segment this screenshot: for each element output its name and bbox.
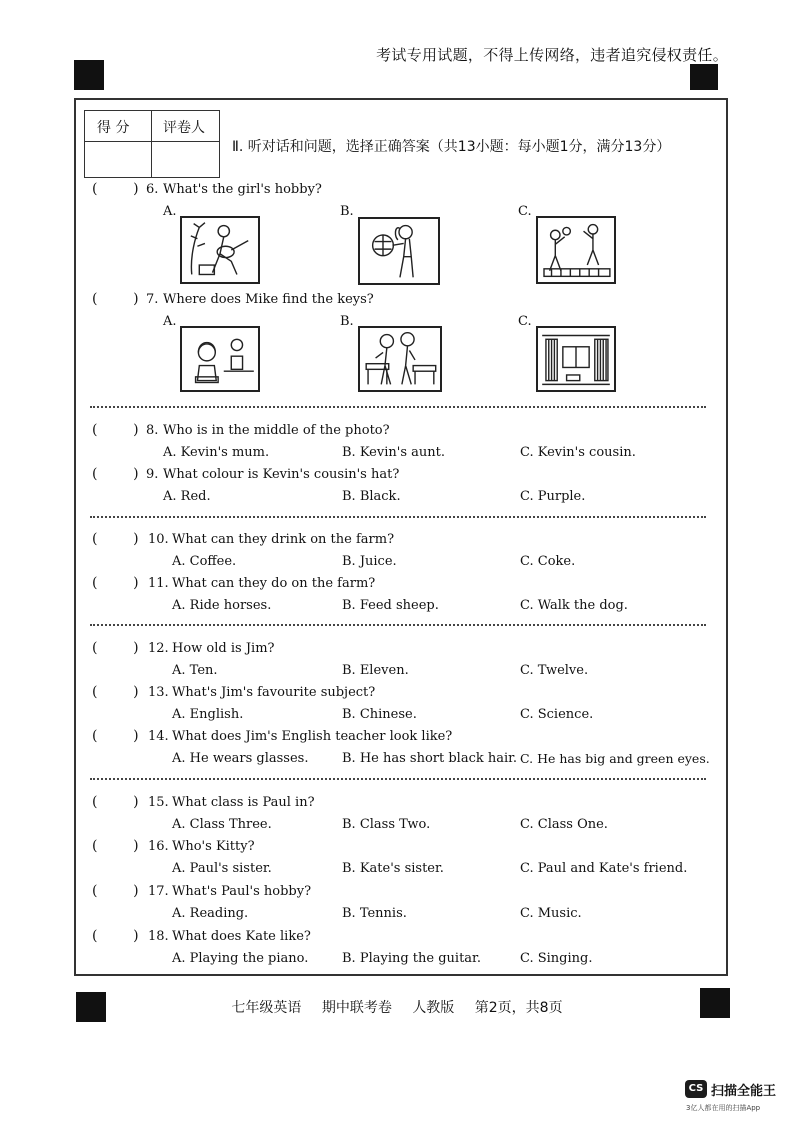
option-a[interactable]: A. He wears glasses. <box>172 751 309 766</box>
answer-blank[interactable]: ( ) <box>92 838 139 854</box>
option-c[interactable]: C. Science. <box>520 707 594 722</box>
option-b[interactable]: B. Playing the guitar. <box>342 951 481 966</box>
divider <box>90 406 706 408</box>
question-text: What can they drink on the farm? <box>172 532 395 547</box>
option-b[interactable]: B. Kate's sister. <box>342 861 444 876</box>
option-c[interactable]: C. Paul and Kate's friend. <box>520 861 688 876</box>
option-c[interactable]: C. Singing. <box>520 951 593 966</box>
option-a[interactable]: A. English. <box>172 707 244 722</box>
question-text: Who's Kitty? <box>172 839 255 854</box>
option-b[interactable]: B. Tennis. <box>342 906 407 921</box>
question-number: 11. <box>148 576 169 591</box>
answer-blank[interactable]: ( ) <box>92 640 139 656</box>
question-number: 18. <box>148 929 169 944</box>
answer-blank[interactable]: ( ) <box>92 181 139 197</box>
copyright-notice: 考试专用试题，不得上传网络，违者追究侵权责任。 <box>376 46 728 64</box>
option-c[interactable]: C. Twelve. <box>520 663 589 678</box>
question-number: 17. <box>148 884 169 899</box>
option-b[interactable]: B. He has short black hair. <box>342 751 518 766</box>
section-title: Ⅱ. 听对话和问题，选择正确答案（共13小题：每小题1分，满分13分） <box>232 139 671 155</box>
option-a[interactable]: A. Playing the piano. <box>172 951 309 966</box>
registration-mark-top-left <box>74 60 104 90</box>
option-b[interactable]: B. Feed sheep. <box>342 598 439 613</box>
option-a[interactable]: A. Paul's sister. <box>172 861 272 876</box>
girl-with-ball-icon[interactable] <box>358 217 440 285</box>
page-footer <box>0 997 794 1017</box>
footer-exam: 期中联考卷 <box>321 1000 392 1016</box>
answer-blank[interactable]: ( ) <box>92 575 139 591</box>
answer-blank[interactable]: ( ) <box>92 794 139 810</box>
option-a[interactable]: A. Ride horses. <box>172 598 272 613</box>
option-a[interactable]: A. Coffee. <box>172 554 237 569</box>
option-a[interactable]: A. Class Three. <box>172 817 272 832</box>
option-b[interactable]: B. Kevin's aunt. <box>342 445 445 460</box>
option-a[interactable]: A. Red. <box>163 489 211 504</box>
question-number: 12. <box>148 641 169 656</box>
question-number: 15. <box>148 795 169 810</box>
option-b[interactable]: B. Eleven. <box>342 663 409 678</box>
question-number: 8. <box>146 423 159 438</box>
divider <box>90 624 706 626</box>
answer-blank[interactable]: ( ) <box>92 466 139 482</box>
option-b[interactable]: B. Juice. <box>342 554 397 569</box>
answer-blank[interactable]: ( ) <box>92 883 139 899</box>
option-c[interactable]: C. Kevin's cousin. <box>520 445 636 460</box>
answer-blank[interactable]: ( ) <box>92 684 139 700</box>
option-label: A. <box>163 314 177 329</box>
two-students-at-desk-icon[interactable] <box>358 326 442 392</box>
question-number: 6. <box>146 182 159 197</box>
question-text: What's the girl's hobby? <box>163 182 322 197</box>
footer-edition: 人教版 <box>412 1000 455 1016</box>
divider <box>90 778 706 780</box>
option-b[interactable]: B. Chinese. <box>342 707 417 722</box>
question-text: What's Paul's hobby? <box>172 884 312 899</box>
option-b[interactable]: B. Black. <box>342 489 401 504</box>
footer-subject: 七年级英语 <box>231 1000 302 1016</box>
question-text: What class is Paul in? <box>172 795 315 810</box>
score-box <box>84 110 220 178</box>
people-playing-badminton-icon[interactable] <box>536 216 616 284</box>
option-a[interactable]: A. Kevin's mum. <box>163 445 270 460</box>
answer-blank[interactable]: ( ) <box>92 928 139 944</box>
option-label: C. <box>518 204 532 219</box>
classroom-desk-icon[interactable] <box>180 326 260 392</box>
option-c[interactable]: C. Walk the dog. <box>520 598 628 613</box>
answer-blank[interactable]: ( ) <box>92 728 139 744</box>
grader-label: 评卷人 <box>163 120 205 136</box>
question-number: 13. <box>148 685 169 700</box>
question-text: What can they do on the farm? <box>172 576 376 591</box>
option-c[interactable]: C. Coke. <box>520 554 576 569</box>
footer-page: 第2页，共8页 <box>474 1000 563 1016</box>
divider <box>90 516 706 518</box>
question-number: 16. <box>148 839 169 854</box>
answer-blank[interactable]: ( ) <box>92 291 139 307</box>
question-text: What does Kate like? <box>172 929 311 944</box>
question-text: What does Jim's English teacher look like? <box>172 729 453 744</box>
option-label: B. <box>340 314 354 329</box>
option-label: A. <box>163 204 177 219</box>
score-label: 得 分 <box>97 120 130 136</box>
question-text: Where does Mike find the keys? <box>163 292 374 307</box>
question-number: 10. <box>148 532 169 547</box>
scanner-tagline: 3亿人都在用的扫描App <box>686 1104 761 1112</box>
option-a[interactable]: A. Reading. <box>172 906 249 921</box>
question-number: 7. <box>146 292 159 307</box>
scanner-logo-icon: CS <box>685 1080 707 1098</box>
question-number: 9. <box>146 467 159 482</box>
question-number: 14. <box>148 729 169 744</box>
option-a[interactable]: A. Ten. <box>172 663 218 678</box>
question-text: What's Jim's favourite subject? <box>172 685 376 700</box>
option-c[interactable]: C. He has big and green eyes. <box>520 751 710 766</box>
library-shelves-icon[interactable] <box>536 326 616 392</box>
option-c[interactable]: C. Class One. <box>520 817 608 832</box>
girl-playing-guitar-icon[interactable] <box>180 216 260 284</box>
option-c[interactable]: C. Purple. <box>520 489 586 504</box>
answer-blank[interactable]: ( ) <box>92 531 139 547</box>
option-c[interactable]: C. Music. <box>520 906 582 921</box>
scanner-app-name: 扫描全能王 <box>711 1084 777 1099</box>
registration-mark-top-right <box>690 64 718 90</box>
option-label: C. <box>518 314 532 329</box>
question-text: How old is Jim? <box>172 641 275 656</box>
answer-blank[interactable]: ( ) <box>92 422 139 438</box>
option-b[interactable]: B. Class Two. <box>342 817 431 832</box>
question-text: Who is in the middle of the photo? <box>163 423 390 438</box>
option-label: B. <box>340 204 354 219</box>
question-text: What colour is Kevin's cousin's hat? <box>163 467 400 482</box>
